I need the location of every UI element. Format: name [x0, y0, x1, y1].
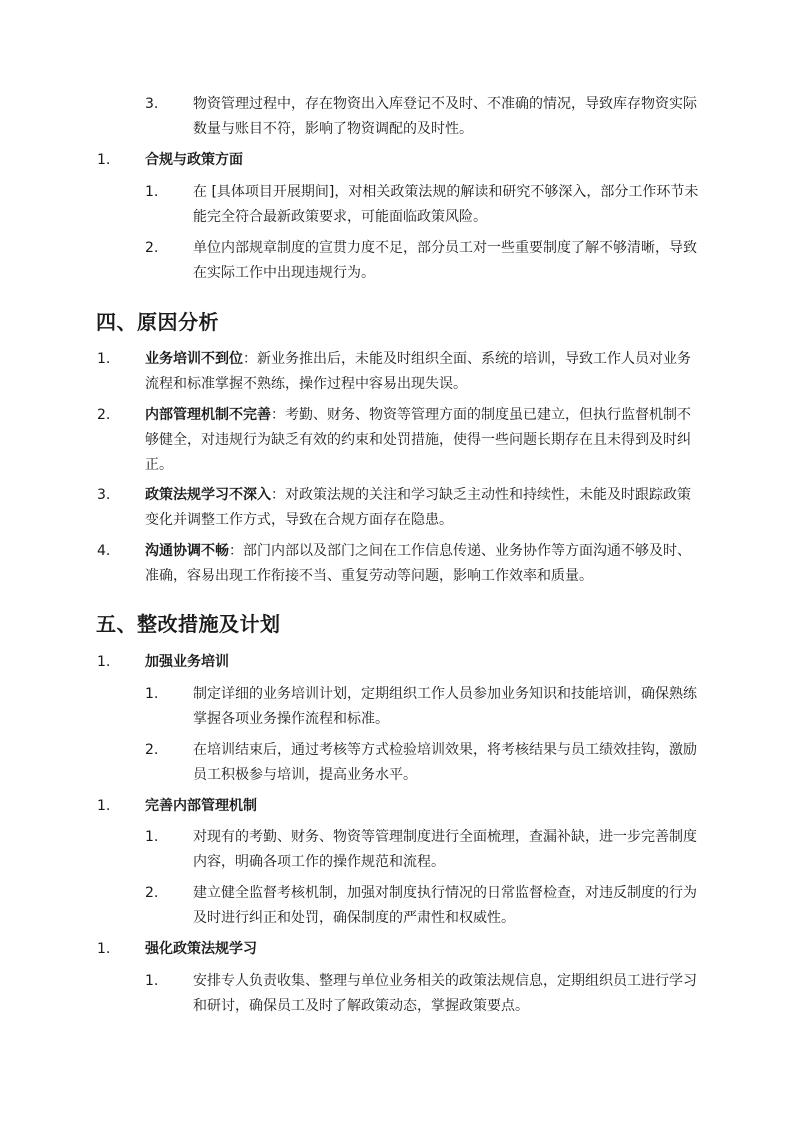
- list-item-text: 对现有的考勤、财务、物资等管理制度进行全面梳理，查漏补缺，进一步完善制度内容，明确各项工作的操作规范和流程。: [193, 829, 697, 870]
- list-number: 2.: [145, 885, 159, 901]
- list-number: 1.: [145, 829, 159, 845]
- list-number: 2.: [97, 407, 111, 423]
- list-item-text: [145, 483, 703, 533]
- list-item-text: [145, 539, 703, 589]
- list-number: 3.: [145, 96, 159, 112]
- subsection-label: 合规与政策方面: [145, 152, 243, 168]
- list-item-text: 建立健全监督考核机制，加强对制度执行情况的日常监督检查，对违反制度的行为及时进行纠正和处罚，确保制度的严肃性和权威性。: [193, 885, 697, 926]
- section-heading: 五、整改措施及计划: [96, 612, 281, 636]
- list-item-text: 在培训结束后，通过考核等方式检验培训效果，将考核结果与员工绩效挂钩，激励员工积极参与培训，提高业务水平。: [193, 742, 697, 783]
- item-body: ：新业务推出后，未能及时组织全面、系统的培训，导致工作人员对业务流程和标准掌握不熟练，操作过程中容易出现失误。: [145, 351, 691, 392]
- list-number: 1.: [97, 351, 111, 367]
- list-number: 1.: [145, 184, 159, 200]
- list-item-text: 安排专人负责收集、整理与单位业务相关的政策法规信息，定期组织员工进行学习和研讨，确保员工及时了解政策动态，掌握政策要点。: [193, 973, 697, 1014]
- list-number: 1.: [97, 152, 111, 168]
- list-number: 1.: [97, 941, 111, 957]
- section-heading: 四、原因分析: [96, 310, 219, 334]
- item-body: ：考勤、财务、物资等管理方面的制度虽已建立，但执行监督机制不够健全，对违规行为缺乏有效的约束和处罚措施，使得一些问题长期存在且未得到及时纠正。: [145, 407, 691, 473]
- list-number: 1.: [97, 798, 111, 814]
- item-label: 内部管理机制不完善: [145, 407, 271, 423]
- subsection-label: 强化政策法规学习: [145, 941, 257, 957]
- list-item-text: 在 [具体项目开展期间]，对相关政策法规的解读和研究不够深入，部分工作环节未能完全符合最新政策要求，可能面临政策风险。: [193, 184, 699, 225]
- list-number: 1.: [145, 686, 159, 702]
- item-body: ：部门内部以及部门之间在工作信息传递、业务协作等方面沟通不够及时、准确，容易出现工作衔接不当、重复劳动等问题，影响工作效率和质量。: [145, 543, 691, 584]
- list-number: 3.: [97, 487, 111, 503]
- list-item-text: 单位内部规章制度的宣贯力度不足，部分员工对一些重要制度了解不够清晰，导致在实际工作中出现违规行为。: [193, 240, 697, 281]
- list-number: 1.: [97, 654, 111, 670]
- item-label: 沟通协调不畅: [145, 543, 229, 559]
- list-item-text: [145, 347, 703, 397]
- list-item-text: 物资管理过程中，存在物资出入库登记不及时、不准确的情况，导致库存物资实际数量与账目不符，影响了物资调配的及时性。: [193, 96, 697, 137]
- list-number: 1.: [145, 973, 159, 989]
- subsection-label: 完善内部管理机制: [145, 798, 257, 814]
- list-item-text: 制定详细的业务培训计划，定期组织工作人员参加业务知识和技能培训，确保熟练掌握各项业务操作流程和标准。: [193, 686, 697, 727]
- list-number: 2.: [145, 240, 159, 256]
- list-number: 2.: [145, 742, 159, 758]
- item-body: ：对政策法规的关注和学习缺乏主动性和持续性，未能及时跟踪政策变化并调整工作方式，导致在合规方面存在隐患。: [145, 487, 691, 528]
- item-label: 政策法规学习不深入: [145, 487, 271, 503]
- subsection-label: 加强业务培训: [145, 654, 229, 670]
- list-number: 4.: [97, 543, 111, 559]
- list-item-text: [145, 403, 703, 478]
- item-label: 业务培训不到位: [145, 351, 243, 367]
